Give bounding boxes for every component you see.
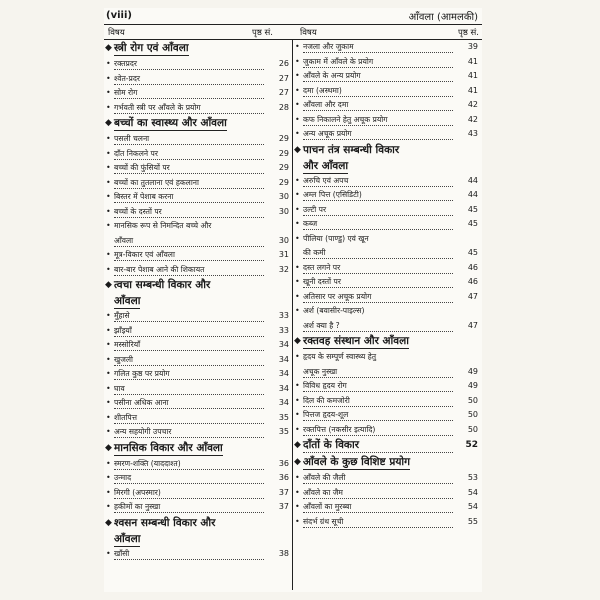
toc-entry[interactable]	[104, 411, 292, 426]
section-heading-continued: और आँवला	[303, 159, 349, 172]
toc-entry[interactable]	[104, 547, 292, 562]
toc-entry[interactable]	[104, 57, 292, 72]
diamond-icon: ◆	[105, 517, 112, 528]
diamond-icon: ◆	[105, 442, 112, 453]
section-heading: ◆ श्वसन सम्बन्धी विकार और	[104, 515, 292, 532]
toc-entry-page: 34	[278, 340, 289, 349]
bullet-icon: •	[106, 250, 111, 259]
bullet-icon: •	[106, 354, 111, 364]
bullet-icon: •	[295, 190, 300, 199]
section-entries	[293, 174, 481, 232]
toc-entry-title: मस्सोरियाँ	[114, 339, 264, 351]
bullet-icon: •	[106, 340, 111, 349]
toc-entry-title: अन्य अचूक प्रयोग	[303, 128, 453, 140]
toc-entry-title: बार-बार पेशाब आने की शिकायत	[114, 264, 264, 276]
page-header	[104, 8, 482, 24]
toc-entry-title: अरुचि एवं अपच	[303, 175, 453, 187]
toc-entry[interactable]	[104, 396, 292, 411]
bullet-icon: •	[106, 59, 111, 68]
toc-entry[interactable]	[104, 471, 292, 486]
bullet-icon: •	[106, 264, 111, 274]
bullet-icon: •	[295, 56, 300, 66]
toc-entry[interactable]: • मानसिक रूप से निमन्दित बच्चे और	[104, 219, 292, 234]
toc-entry-page: 55	[467, 516, 478, 526]
toc-entry-title: स्मरण-शक्ति (याददाश्त)	[114, 458, 264, 470]
toc-entry[interactable]	[293, 55, 481, 70]
toc-entry-page: 49	[467, 381, 478, 390]
toc-entry-page: 46	[467, 262, 478, 272]
toc-entry-page: 29	[278, 163, 289, 172]
diamond-icon: ◆	[105, 43, 112, 53]
toc-entry[interactable]	[293, 174, 481, 189]
section-entries	[104, 309, 292, 440]
bullet-icon: •	[295, 277, 300, 286]
bullet-icon: •	[295, 473, 300, 482]
toc-entry-page: 34	[278, 354, 289, 364]
toc-entry-page: 45	[467, 219, 478, 228]
toc-entry-title: घाव	[114, 383, 264, 395]
section-entries	[104, 248, 292, 277]
toc-entry[interactable]: • हृदय के सम्पूर्ण स्वास्थ्य हेतु	[293, 350, 481, 365]
right-page-header: पृष्ठ सं.	[458, 28, 479, 38]
section-heading: ◆ पाचन तंत्र सम्बन्धी विकार	[293, 142, 481, 159]
toc-entry-title: आँवला और दमा	[303, 99, 453, 111]
toc-entry-page: 29	[278, 148, 289, 158]
toc-entry-page: 28	[278, 102, 289, 112]
toc-left-column	[104, 40, 293, 590]
section-entries	[293, 379, 481, 437]
toc-entry-continued[interactable]: अर्श क्या है ? 47	[303, 320, 478, 330]
toc-entry-title: संदर्भ ग्रंथ सूची	[303, 516, 453, 528]
toc-entry-page: 26	[278, 59, 289, 68]
toc-entry[interactable]	[293, 40, 481, 55]
toc-entry-title: विविध हृदय रोग	[303, 380, 453, 392]
bullet-icon: •	[106, 148, 111, 158]
bullet-icon: •	[106, 221, 111, 230]
toc-entry[interactable]	[104, 309, 292, 324]
bullet-icon: •	[106, 325, 111, 335]
toc-entry-title: आँवले के अन्य प्रयोग	[303, 70, 453, 82]
toc-entry-page: 36	[278, 473, 289, 482]
bullet-icon: •	[106, 548, 111, 558]
toc-entry[interactable]	[104, 132, 292, 147]
toc-entry-title: कब्ज	[303, 218, 453, 230]
bullet-icon: •	[295, 395, 300, 405]
bullet-icon: •	[106, 473, 111, 482]
toc-entry-page: 37	[278, 502, 289, 511]
bullet-icon: •	[295, 487, 300, 497]
bullet-icon: •	[106, 177, 111, 187]
toc-entry[interactable]	[293, 203, 481, 218]
toc-entry[interactable]	[104, 147, 292, 162]
bullet-icon: •	[106, 192, 111, 201]
toc-entry-continued[interactable]: की कमी 45	[303, 248, 478, 257]
toc-entry[interactable]	[293, 217, 481, 232]
toc-entry-page: 44	[467, 175, 478, 185]
diamond-icon: ◆	[105, 118, 112, 128]
running-title: आँवला (आमलकी)	[408, 12, 478, 23]
right-subject-header: विषय	[300, 28, 317, 38]
bullet-icon: •	[106, 458, 111, 468]
toc-entry-page: 34	[278, 383, 289, 393]
toc-entry-page: 41	[467, 71, 478, 80]
bullet-icon: •	[295, 129, 300, 138]
bullet-icon: •	[106, 163, 111, 172]
bullet-icon: •	[295, 502, 300, 511]
section-entries	[104, 132, 292, 219]
bullet-icon: •	[295, 100, 300, 109]
bullet-icon: •	[295, 204, 300, 214]
toc-entry-page: 29	[278, 177, 289, 187]
toc-entry-title: उल्टी पर	[303, 204, 453, 216]
toc-entry-title: नजला और जुकाम	[303, 41, 453, 53]
section-heading: ◆ आँवले के कुछ विशिष्ट प्रयोग	[293, 454, 481, 471]
toc-entry-title: अन्य सहयोगी उपचार	[114, 426, 264, 438]
toc-entry[interactable]	[104, 338, 292, 353]
toc-entry[interactable]	[293, 486, 481, 501]
toc-entry[interactable]	[104, 263, 292, 278]
section-heading: ◆ बच्चों का स्वास्थ्य और आँवला	[104, 115, 292, 132]
toc-entry-title: अतिसार पर अचूक प्रयोग	[303, 291, 453, 303]
toc-entry-title: पसली चलना	[114, 133, 264, 145]
bullet-icon: •	[106, 383, 111, 393]
toc-entry[interactable]	[104, 324, 292, 339]
toc-entry-title: हकीमों का नुस्खा	[114, 501, 264, 513]
section-entries	[293, 261, 481, 305]
diamond-icon: ◆	[294, 336, 301, 346]
toc-entry-page: 39	[467, 42, 478, 51]
bullet-icon: •	[106, 311, 111, 320]
section-heading-continued: आँवला	[114, 532, 141, 545]
bullet-icon: •	[106, 206, 111, 216]
toc-entry-title: बच्चों की फुंसियों पर	[114, 162, 264, 174]
toc-entry-page: 34	[278, 369, 289, 378]
toc-entry[interactable]	[104, 425, 292, 440]
toc-entry[interactable]: • अर्श (बवासीर-पाइल्स)	[293, 304, 481, 319]
toc-entry-page: 27	[278, 73, 289, 83]
toc-entry-page: 50	[467, 410, 478, 419]
toc-entry[interactable]	[293, 127, 481, 142]
bullet-icon: •	[106, 427, 111, 436]
toc-entry[interactable]	[293, 379, 481, 394]
bullet-icon: •	[295, 42, 300, 51]
toc-entry-title: मुँहासे	[114, 310, 264, 322]
toc-entry[interactable]	[104, 190, 292, 205]
section-entries	[293, 40, 481, 142]
toc-entry-title: कफ निकालने हेतु अचूक प्रयोग	[303, 114, 453, 126]
toc-entry-title: दिल की कमजोरी	[303, 395, 453, 407]
toc-entry[interactable]	[104, 382, 292, 397]
section-heading: ◆ रक्तवह संस्थान और आँवला	[293, 333, 481, 350]
diamond-icon: ◆	[294, 440, 301, 450]
bullet-icon: •	[106, 102, 111, 112]
toc-entry[interactable]	[293, 188, 481, 203]
toc-entry-title: बिस्तर में पेशाब करना	[114, 191, 264, 203]
toc-entry-page: 41	[467, 85, 478, 95]
toc-entry-page: 54	[467, 502, 478, 511]
bullet-icon: •	[106, 369, 111, 378]
toc-entry[interactable]	[293, 515, 481, 530]
left-page-header: पृष्ठ सं.	[252, 28, 273, 38]
toc-entry-title: आँवलों का मुरब्बा	[303, 501, 453, 513]
toc-entry-title: मूत्र-विकार एवं आँवला	[114, 249, 264, 261]
toc-entry-title: अम्ल पित्त (एसिडिटी)	[303, 189, 453, 201]
toc-entry[interactable]	[293, 408, 481, 423]
section-entries	[293, 471, 481, 529]
toc-entry-title: खुजली	[114, 354, 264, 366]
toc-entry-page: 42	[467, 100, 478, 109]
toc-columns	[104, 40, 482, 590]
toc-entry[interactable]	[104, 205, 292, 220]
toc-entry[interactable]	[104, 367, 292, 382]
toc-entry-page: 54	[467, 487, 478, 497]
toc-entry[interactable]	[293, 275, 481, 290]
bullet-icon: •	[295, 175, 300, 185]
toc-entry-page: 33	[278, 311, 289, 320]
section-entries	[104, 57, 292, 115]
toc-entry[interactable]	[104, 176, 292, 191]
toc-entry-title: रक्तप्रदर	[114, 58, 264, 70]
bullet-icon: •	[295, 233, 300, 243]
book-page	[104, 8, 482, 592]
toc-entry-page: 34	[278, 398, 289, 407]
toc-entry-page: 46	[467, 277, 478, 286]
toc-entry[interactable]	[104, 457, 292, 472]
toc-entry-title: शीतपित्त	[114, 412, 264, 424]
toc-entry-title: जुकाम में आँवले के प्रयोग	[303, 56, 453, 68]
toc-entry-title: बच्चों के दस्तों पर	[114, 206, 264, 218]
toc-entry-title: रक्तपित्त (नकसीर इत्यादि)	[303, 424, 453, 436]
toc-entry-title: आँवले की जैली	[303, 472, 453, 484]
bullet-icon: •	[106, 134, 111, 143]
toc-entry[interactable]	[104, 72, 292, 87]
bullet-icon: •	[295, 306, 300, 315]
toc-entry[interactable]	[293, 471, 481, 486]
section-heading-continued: आँवला	[114, 295, 141, 307]
toc-entry-page: 37	[278, 487, 289, 497]
toc-entry-title: दमा (अस्थमा)	[303, 85, 453, 97]
toc-entry-title: गर्भवती स्त्री पर आँवले के प्रयोग	[114, 102, 264, 114]
bullet-icon: •	[295, 410, 300, 419]
toc-entry[interactable]	[104, 161, 292, 176]
toc-entry-page: 45	[467, 204, 478, 214]
toc-entry-title: दस्त लगने पर	[303, 262, 453, 274]
toc-entry[interactable]	[104, 500, 292, 515]
diamond-icon: ◆	[105, 280, 112, 290]
section-heading: ◆ त्वचा सम्बन्धी विकार और	[104, 277, 292, 294]
diamond-icon: ◆	[294, 457, 301, 467]
toc-entry[interactable]	[293, 69, 481, 84]
bullet-icon: •	[295, 85, 300, 95]
toc-entry[interactable]	[293, 423, 481, 438]
toc-entry-title: खाँसी	[114, 548, 264, 560]
toc-entry-page: 50	[467, 424, 478, 434]
bullet-icon: •	[106, 73, 111, 83]
bullet-icon: •	[106, 502, 111, 511]
toc-entry[interactable]	[293, 113, 481, 128]
toc-entry-title: उन्माद	[114, 472, 264, 484]
toc-entry[interactable]	[293, 500, 481, 515]
toc-entry-continued[interactable]: अचूक नुस्खा 49	[303, 366, 478, 376]
section-heading: ◆ दाँतों के विकार 52	[293, 437, 481, 454]
bullet-icon: •	[295, 114, 300, 124]
toc-entry-page: 47	[467, 291, 478, 301]
bullet-icon: •	[106, 412, 111, 422]
toc-entry-title: आँवले का जैम	[303, 487, 453, 499]
toc-entry[interactable]	[293, 290, 481, 305]
page-number: (viii)	[106, 10, 132, 21]
toc-entry[interactable]	[104, 486, 292, 501]
section-heading: ◆ स्त्री रोग एवं आँवला	[104, 40, 292, 57]
toc-entry-title: श्वेत-प्रदर	[114, 73, 264, 85]
toc-entry-page: 42	[467, 114, 478, 124]
toc-right-column	[293, 40, 481, 590]
left-subject-header: विषय	[108, 28, 125, 38]
toc-entry-title: खूनी दस्तों पर	[303, 276, 453, 288]
toc-entry[interactable]	[293, 261, 481, 276]
toc-entry[interactable]	[293, 394, 481, 409]
toc-entry-title: दाँत निकलने पर	[114, 148, 264, 160]
bullet-icon: •	[295, 219, 300, 228]
toc-entry-page: 50	[467, 395, 478, 405]
bullet-icon: •	[295, 516, 300, 526]
bullet-icon: •	[295, 262, 300, 272]
toc-entry[interactable]	[104, 248, 292, 263]
toc-entry-page: 30	[278, 192, 289, 201]
bullet-icon: •	[295, 352, 300, 361]
toc-entry-title: बच्चों का तुतलाना एवं हकलाना	[114, 177, 264, 189]
bullet-icon: •	[106, 487, 111, 497]
toc-entry-title: पित्तज हृदय-शूल	[303, 409, 453, 421]
toc-entry-page: 32	[278, 264, 289, 274]
bullet-icon: •	[295, 71, 300, 80]
toc-entry-page: 36	[278, 458, 289, 468]
toc-entry-page: 44	[467, 190, 478, 199]
toc-entry[interactable]	[104, 101, 292, 116]
section-heading: ◆ मानसिक विकार और आँवला	[104, 440, 292, 457]
toc-entry[interactable]	[104, 86, 292, 101]
toc-entry[interactable]	[104, 353, 292, 368]
toc-entry-title: पसीना अधिक आना	[114, 397, 264, 409]
toc-entry[interactable]	[293, 98, 481, 113]
toc-entry-page: 53	[467, 473, 478, 482]
toc-entry-page: 35	[278, 412, 289, 422]
toc-entry-title: मिरगी (अपस्मार)	[114, 487, 264, 499]
bullet-icon: •	[295, 381, 300, 390]
toc-entry-title: गलित कुष्ठ पर प्रयोग	[114, 368, 264, 380]
toc-entry-page: 31	[278, 250, 289, 259]
toc-entry-page: 33	[278, 325, 289, 335]
bullet-icon: •	[295, 291, 300, 301]
diamond-icon: ◆	[294, 144, 301, 155]
section-entries	[104, 457, 292, 515]
toc-entry-page: 29	[278, 134, 289, 143]
column-headers	[104, 25, 482, 40]
toc-entry-page: 38	[278, 548, 289, 558]
bullet-icon: •	[295, 424, 300, 434]
toc-entry-continued[interactable]: आँवला 30	[114, 235, 289, 245]
bullet-icon: •	[106, 88, 111, 97]
toc-entry[interactable]: • पीलिया (पाण्डु) एवं खून	[293, 232, 481, 247]
toc-entry-page: 43	[467, 129, 478, 138]
toc-entry-page: 30	[278, 206, 289, 216]
toc-entry-title: सोम रोग	[114, 87, 264, 99]
section-entries	[104, 547, 292, 562]
toc-entry-page: 35	[278, 427, 289, 436]
toc-entry-page: 27	[278, 88, 289, 97]
toc-entry-page: 41	[467, 56, 478, 66]
toc-entry-title: झाँइयाँ	[114, 325, 264, 337]
bullet-icon: •	[106, 398, 111, 407]
toc-entry[interactable]	[293, 84, 481, 99]
